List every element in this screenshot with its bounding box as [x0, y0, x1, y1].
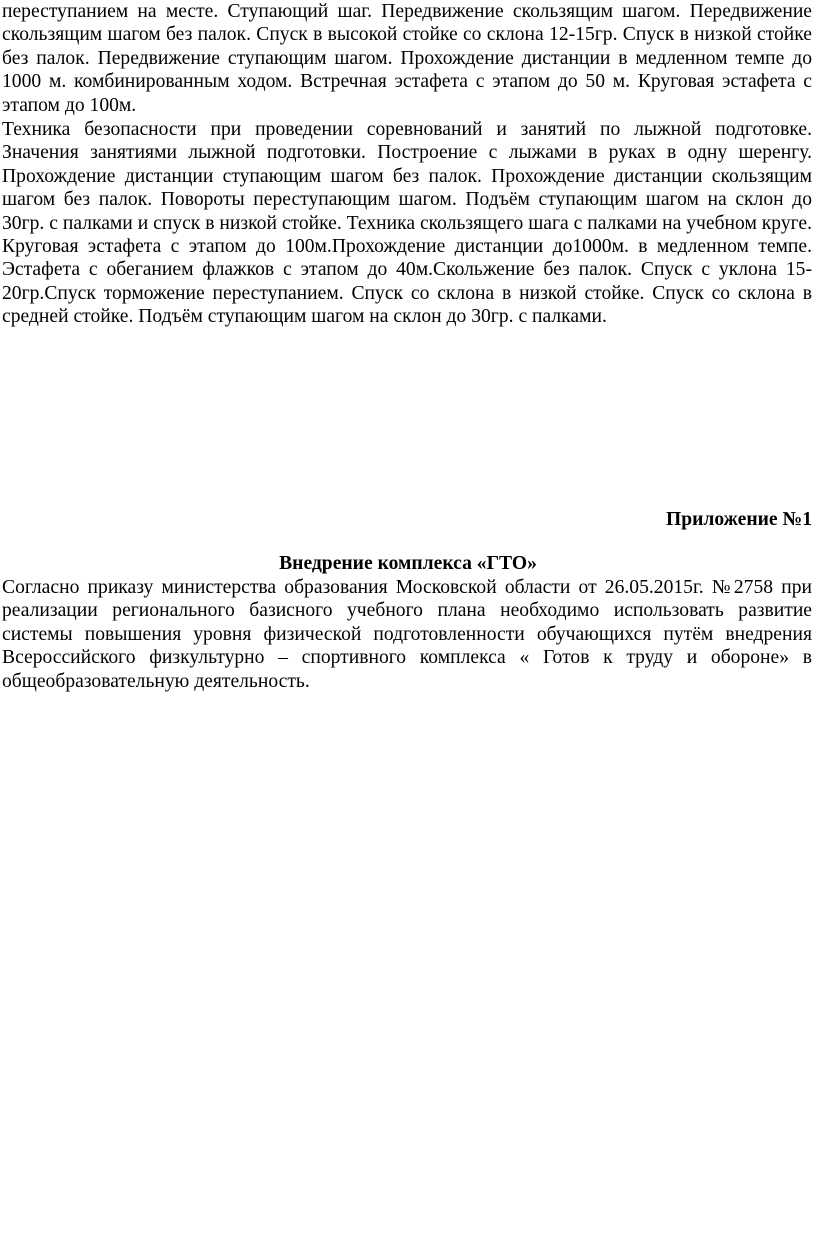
- section-heading: Внедрение комплекса «ГТО»: [279, 553, 537, 574]
- appendix-label: Приложение №1: [665, 509, 812, 530]
- body-paragraph-ski-training: Техника безопасности при проведении соревнований и занятий по лыжной подготовке. Значения занятиями лыжной подготовки. Построение с лыжами в руках в одну шеренгу. Прохождение дистанции ступающим шагом без палок. Прохождение дистанции скользящим шагом без палок. Повороты переступающим шагом. Подъём ступающим шагом на склон до 30гр. с палками и спуск в низкой стойке. Техника скользящего шага с палками на учебном круге. Круговая эстафета с этапом до 100м.Прохождение дистанции до1000м. в медленном темпе. Эстафета с обеганием флажков с этапом до 40м.Скольжение без палок. Спуск с уклона 15-20гр.Спуск торможение переступанием. Спуск со склона в низкой стойке. Спуск со склона в средней стойке. Подъём ступающим шагом на склон до 30гр. с палками.: [2, 119, 812, 328]
- body-paragraph-ski-training-continued: переступанием на месте. Ступающий шаг. Передвижение скользящим шагом. Передвижение скользящим шагом без палок. Спуск в высокой стойке со склона 12-15гр. Спуск в низкой стойке без палок. Передвижение ступающим шагом. Прохождение дистанции в медленном темпе до 1000 м. комбинированным ходом. Встречная эстафета с этапом до 50 м. Круговая эстафета с этапом до 100м.: [2, 1, 812, 116]
- body-paragraph-gto: Согласно приказу министерства образования Московской области от 26.05.2015г. №2758 при реализации регионального базисного учебного плана необходимо использовать развитие системы повышения уровня физической подготовленности обучающихся путём внедрения Всероссийского физкультурно – спортивного комплекса « Готов к труду и обороне» в общеобразовательную деятельность.: [2, 577, 812, 692]
